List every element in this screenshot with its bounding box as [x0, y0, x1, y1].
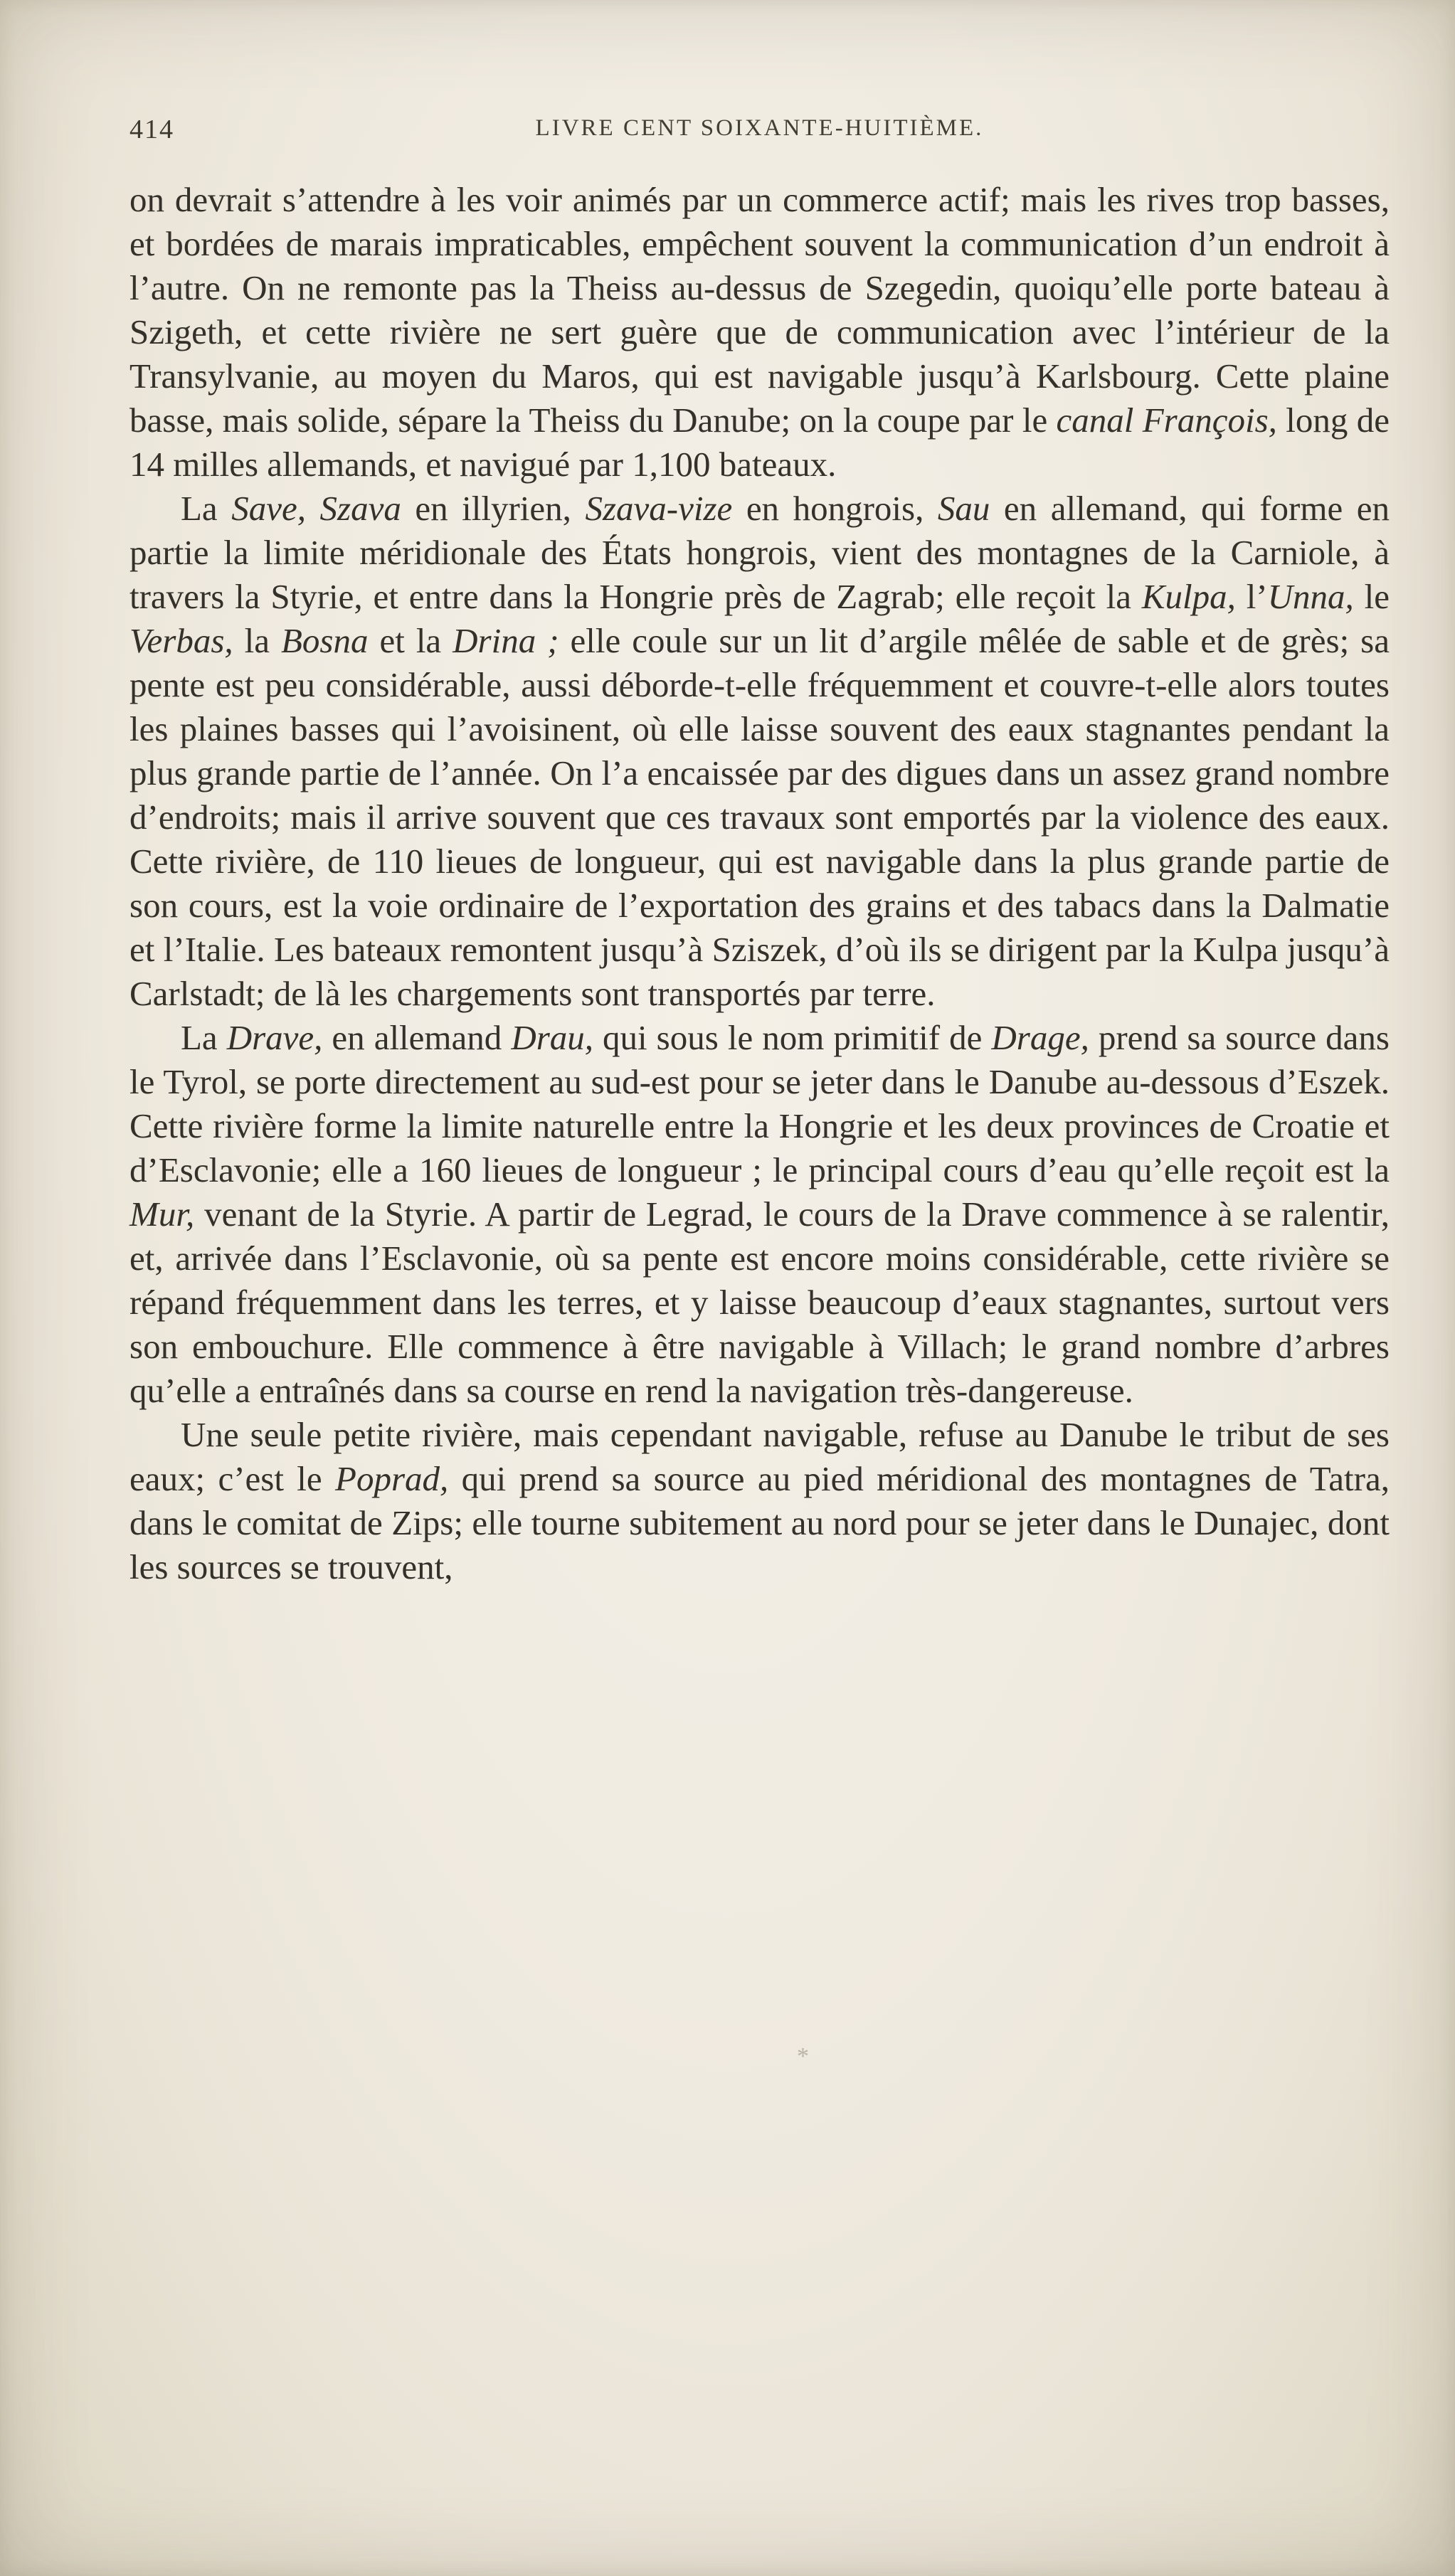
- paragraph: [129, 1016, 1390, 1413]
- text-segment: Une seule petite rivière, mais cependant navigable, refuse au Danube le tribut de ses eaux; c’est le: [129, 1415, 1390, 1498]
- text-segment: en allemand: [322, 1018, 512, 1057]
- paragraph: [129, 487, 1390, 1016]
- italic-text-segment: Sau: [937, 489, 990, 528]
- running-title: LIVRE CENT SOIXANTE-HUITIÈME.: [535, 115, 984, 141]
- text-segment: la: [233, 621, 281, 660]
- italic-text-segment: Save, Szava: [231, 489, 401, 528]
- text-segment: qui sous le nom primitif de: [593, 1018, 992, 1057]
- italic-text-segment: Drave,: [226, 1018, 323, 1057]
- text-segment: et la: [368, 621, 453, 660]
- text-segment: La: [181, 1018, 227, 1057]
- page-header: [129, 108, 1390, 154]
- italic-text-segment: Unna,: [1267, 577, 1354, 616]
- text-segment: en illyrien,: [401, 489, 586, 528]
- italic-text-segment: Verbas,: [129, 621, 233, 660]
- printer-ornament: *: [797, 2043, 809, 2069]
- paragraph: [129, 1413, 1390, 1589]
- italic-text-segment: Drage,: [991, 1018, 1089, 1057]
- paragraph: [129, 178, 1390, 487]
- text-segment: le: [1353, 577, 1390, 616]
- italic-text-segment: Kulpa,: [1141, 577, 1236, 616]
- italic-text-segment: Drau,: [511, 1018, 594, 1057]
- page-number: 414: [129, 115, 174, 144]
- text-segment: long de 14 milles allemands, et navigué par 1,100 bateaux.: [129, 401, 1390, 484]
- text-segment: en allemand, qui forme en partie la limite méridionale des États hongrois, vient des montagnes de la Carniole, à travers la Styrie, et entre dans la Hongrie près de Zagrab; elle reçoit la: [129, 489, 1390, 616]
- text-segment: venant de la Styrie. A partir de Legrad, le cours de la Drave commence à se ralentir, et, arrivée dans l’Esclavonie, où sa pente est encore moins considérable, cette rivière se répand fréquemment dans les terres, et y laisse beaucoup d’eaux stagnantes, surtout vers son embouchure. Elle commence à être navigable à Villach; le grand nombre d’arbres qu’elle a entraînés dans sa course en rend la navigation très-dangereuse.: [129, 1194, 1390, 1410]
- text-segment: elle coule sur un lit d’argile mêlée de sable et de grès; sa pente est peu considérable, aussi déborde-t-elle fréquemment et couvre-t-elle alors toutes les plaines basses qui l’avoisinent, où elle laisse souvent des eaux stagnantes pendant la plus grande partie de l’année. On l’a encaissée par des digues dans un assez grand nombre d’endroits; mais il arrive souvent que ces travaux sont emportés par la violence des eaux. Cette rivière, de 110 lieues de longueur, qui est navigable dans la plus grande partie de son cours, est la voie ordinaire de l’exportation des grains et des tabacs dans la Dalmatie et l’Italie. Les bateaux remontent jusqu’à Sziszek, d’où ils se dirigent par la Kulpa jusqu’à Carlstadt; de là les chargements sont transportés par terre.: [129, 621, 1390, 1013]
- text-segment: prend sa source dans le Tyrol, se porte directement au sud-est pour se jeter dans le Danube au-dessous d’Eszek. Cette rivière forme la limite naturelle entre la Hongrie et les deux provinces de Croatie et d’Esclavonie; elle a 160 lieues de longueur ; le principal cours d’eau qu’elle reçoit est la: [129, 1018, 1390, 1189]
- italic-text-segment: Drina ;: [453, 621, 559, 660]
- text-segment: en hongrois,: [732, 489, 938, 528]
- body-text: [129, 178, 1390, 1589]
- text-segment: La: [181, 489, 232, 528]
- italic-text-segment: Bosna: [280, 621, 369, 660]
- text-segment: on devrait s’attendre à les voir animés par un commerce actif; mais les rives trop basses, et bordées de marais impraticables, empêchent souvent la communication d’un endroit à l’autre. On ne remonte pas la Theiss au-dessus de Szegedin, quoiqu’elle porte bateau à Szigeth, et cette rivière ne sert guère que de communication avec l’intérieur de la Transylvanie, au moyen du Maros, qui est navigable jusqu’à Karlsbourg. Cette plaine basse, mais solide, sépare la Theiss du Danube; on la coupe par le: [129, 180, 1390, 440]
- italic-text-segment: Mur,: [129, 1194, 195, 1234]
- italic-text-segment: canal François,: [1056, 401, 1277, 440]
- text-segment: l’: [1235, 577, 1268, 616]
- text-segment: qui prend sa source au pied méridional des montagnes de Tatra, dans le comitat de Zips; elle tourne subitement au nord pour se jeter dans le Dunajec, dont les sources se trouvent,: [129, 1459, 1390, 1586]
- italic-text-segment: Szava-vize: [585, 489, 733, 528]
- italic-text-segment: Poprad,: [335, 1459, 449, 1498]
